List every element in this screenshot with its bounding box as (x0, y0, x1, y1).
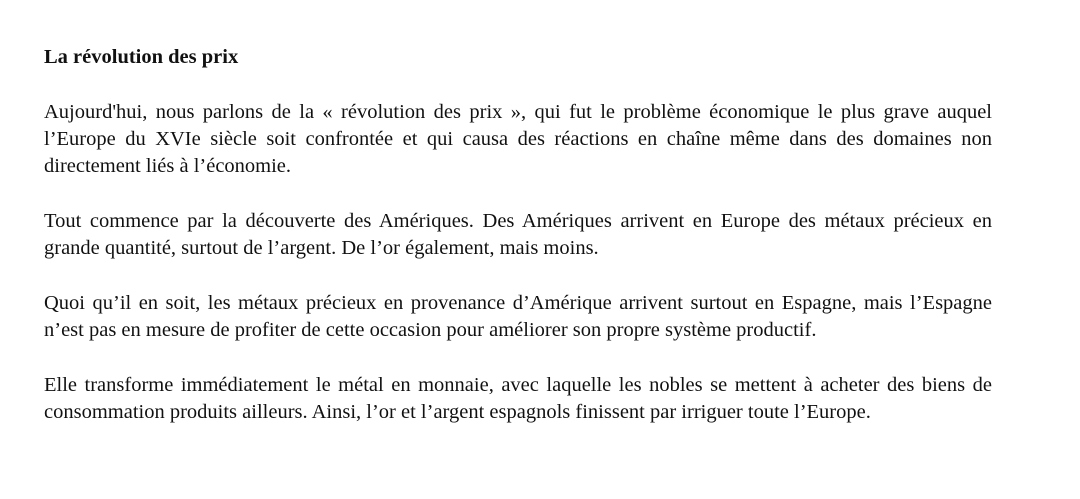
paragraph-4: Elle transforme immédiatement le métal en monnaie, avec laquelle les nobles se mettent à acheter des biens de consommation produits ailleurs. Ainsi, l’or et l’argent espagnols finissent par irriguer toute l’Europe. (44, 374, 992, 423)
document-title: La révolution des prix (44, 46, 239, 68)
paragraph-2: Tout commence par la découverte des Amériques. Des Amériques arrivent en Europe des métaux précieux en grande quantité, surtout de l’argent. De l’or également, mais moins. (44, 210, 992, 259)
paragraph-1: Aujourd'hui, nous parlons de la « révolution des prix », qui fut le problème économique le plus grave auquel l’Europe du XVIe siècle soit confrontée et qui causa des réactions en chaîne même dans des domaines non directement liés à l’économie. (44, 101, 992, 177)
paragraph-3: Quoi qu’il en soit, les métaux précieux en provenance d’Amérique arrivent surtout en Espagne, mais l’Espagne n’est pas en mesure de profiter de cette occasion pour améliorer son propre système productif. (44, 292, 992, 341)
document-page (44, 44, 992, 454)
